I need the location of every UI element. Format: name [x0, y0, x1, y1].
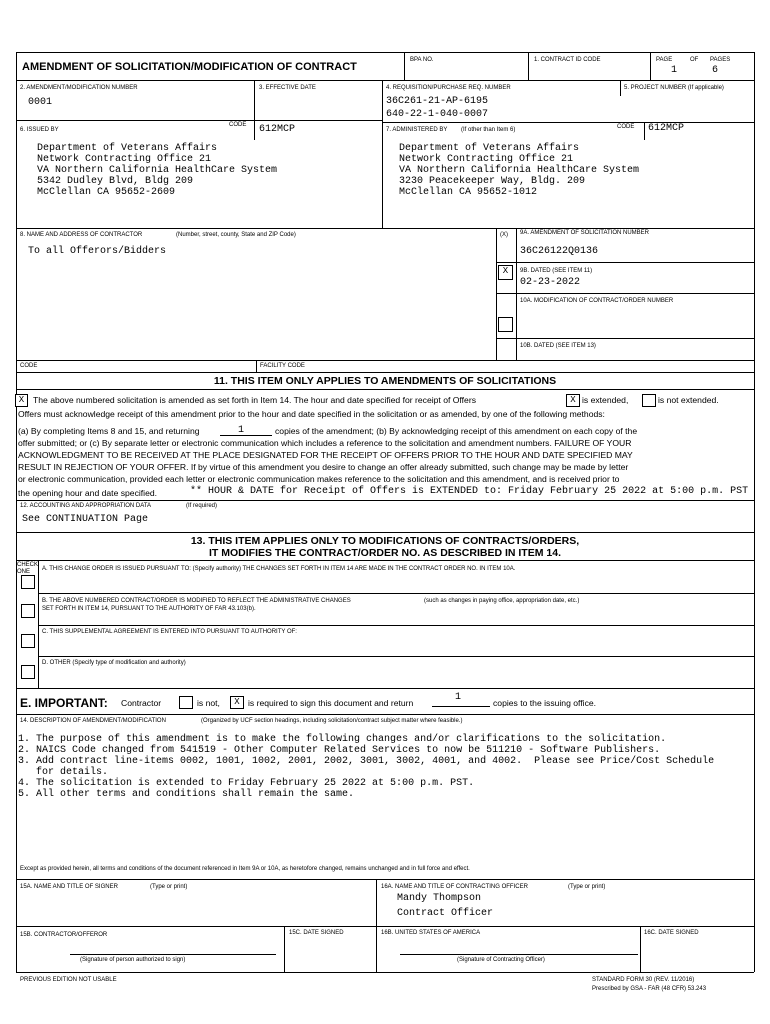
item13b-text-1: B. THE ABOVE NUMBERED CONTRACT/ORDER IS MODIFIED TO REFLECT THE ADMINISTRATIVE CHANGES [42, 598, 351, 604]
item10b-label: 10B. DATED (SEE ITEM 13) [520, 343, 596, 349]
administered-by-code: 612MCP [648, 123, 685, 134]
form-right-border [754, 52, 755, 972]
item15a-note: (Type or print) [150, 884, 188, 890]
form-left-border [16, 52, 17, 972]
requisition-number-1: 36C261-21-AP-6195 [386, 96, 489, 107]
rule [644, 122, 645, 140]
page-label: PAGE [656, 57, 673, 63]
administered-by-line-2: Network Contracting Office 21 [399, 154, 574, 165]
description-line-5: 4. The solicitation is extended to Friday February 25 2022 at 5:00 p.m. PST. [18, 778, 475, 789]
rule [16, 228, 754, 229]
check-one-label: CHECK ONE [17, 562, 39, 575]
form-top-border [16, 52, 754, 53]
item3-label: 3. EFFECTIVE DATE [259, 85, 316, 91]
rule [404, 52, 405, 80]
return-copies-underline [432, 706, 490, 707]
facility-code-label: FACILITY CODE [260, 363, 305, 369]
item11-para-b: copies of the amendment; (b) By acknowledging receipt of this amendment on each copy of the [275, 426, 638, 436]
item11-para-3: ACKNOWLEDGMENT TO BE RECEIVED AT THE PLACE DESIGNATED FOR THE RECEIPT OF OFFERS PRIOR TO THE HOUR AND DATE SPECIFIED MAY [18, 450, 633, 460]
solicitation-number: 36C26122Q0136 [520, 246, 599, 257]
issued-by-code: 612MCP [259, 124, 296, 135]
item6-code-label: CODE [229, 122, 247, 128]
rule [16, 372, 754, 373]
rule [16, 360, 754, 361]
rule [620, 80, 621, 96]
rule [38, 560, 39, 688]
form-title: AMENDMENT OF SOLICITATION/MODIFICATION OF CONTRACT [22, 61, 357, 73]
issued-by-line-1: Department of Veterans Affairs [37, 143, 218, 154]
page-number: 1 [671, 65, 678, 76]
item13a-checkbox[interactable] [21, 575, 35, 589]
item13-title-1: 13. THIS ITEM APPLIES ONLY TO MODIFICATIONS OF CONTRACTS/ORDERS, [190, 535, 580, 547]
item11-line2: Offers must acknowledge receipt of this amendment prior to the hour and date specified in the solicitation or as amended, by one of the following methods: [18, 409, 605, 419]
rule [16, 926, 754, 927]
pages-label: PAGES [710, 57, 731, 63]
item14-note: (Organized by UCF section headings, including solicitation/contract subject matter where feasible.) [201, 718, 463, 724]
item13c-text: C. THIS SUPPLEMENTAL AGREEMENT IS ENTERED INTO PURSUANT TO AUTHORITY OF: [42, 629, 297, 635]
signature-line [400, 954, 638, 955]
is-required-checkbox[interactable]: X [230, 696, 244, 709]
rule [16, 714, 754, 715]
issued-by-line-2: Network Contracting Office 21 [37, 154, 212, 165]
contracting-officer-name: Mandy Thompson [397, 893, 482, 904]
contractor-label: Contractor [121, 698, 162, 708]
not-extended-checkbox[interactable] [642, 394, 656, 407]
rule [640, 926, 641, 972]
item7-label: 7. ADMINISTERED BY [386, 127, 448, 133]
administered-by-line-5: McClellan CA 95652-1012 [399, 187, 538, 198]
requisition-number-2: 640-22-1-040-0007 [386, 109, 489, 120]
copies-underline [220, 435, 272, 436]
rule [254, 120, 255, 140]
extended-label: is extended, [582, 395, 629, 405]
rule [496, 262, 754, 263]
item8-note: (Number, street, county, State and ZIP Code) [176, 232, 296, 238]
required-text: is required to sign this document and return [248, 698, 414, 708]
item11-para-5: or electronic communication, provided each letter or electronic communication makes reference to the solicitation and this amendment, and is received prior to [18, 474, 620, 484]
item16a-note: (Type or print) [568, 884, 606, 890]
standard-form: STANDARD FORM 30 (REV. 11/2016) [592, 977, 695, 983]
item12-note: (If required) [186, 503, 218, 509]
item6-label: 6. ISSUED BY [20, 127, 59, 133]
item11-checkbox[interactable]: X [15, 394, 28, 407]
rule [16, 500, 754, 501]
signature-line [70, 954, 276, 955]
item11-copies: 1 [238, 425, 245, 436]
item13-title-2: IT MODIFIES THE CONTRACT/ORDER NO. AS DESCRIBED IN ITEM 14. [209, 547, 561, 559]
rule [496, 228, 497, 360]
rule [254, 80, 255, 120]
item11-line1: The above numbered solicitation is amended as set forth in Item 14. The hour and date specified for receipt of Offers [33, 395, 476, 405]
copies-text: copies to the issuing office. [493, 698, 597, 708]
code-label: CODE [20, 363, 38, 369]
rule [16, 120, 382, 121]
item13c-checkbox[interactable] [21, 634, 35, 648]
contract-id-label: 1. CONTRACT ID CODE [534, 57, 601, 63]
item10-checkbox[interactable] [498, 317, 513, 332]
item16a-label: 16A. NAME AND TITLE OF CONTRACTING OFFICER [381, 884, 528, 890]
rule [38, 593, 754, 594]
important-label: E. IMPORTANT: [20, 696, 108, 710]
previous-edition: PREVIOUS EDITION NOT USABLE [20, 977, 117, 983]
administered-by-line-4: 3230 Peacekeeper Way, Bldg. 209 [399, 176, 586, 187]
item14-label: 14. DESCRIPTION OF AMENDMENT/MODIFICATION [20, 718, 166, 724]
unchanged-terms-note: Except as provided herein, all terms and conditions of the document referenced in Item 9A or 10A, as heretofore changed, remains unchanged and in full force and effect. [20, 866, 470, 872]
rule [16, 80, 754, 81]
contractor-signature-caption: (Signature of person authorized to sign) [80, 957, 186, 963]
item11-title: 11. THIS ITEM ONLY APPLIES TO AMENDMENTS OF SOLICITATIONS [213, 375, 557, 387]
rule [516, 228, 517, 360]
administered-by-line-1: Department of Veterans Affairs [399, 143, 580, 154]
item16b-label: 16B. UNITED STATES OF AMERICA [381, 930, 481, 936]
total-pages: 6 [712, 65, 719, 76]
rule [650, 52, 651, 80]
issued-by-line-3: VA Northern California HealthCare System [37, 165, 278, 176]
item15a-label: 15A. NAME AND TITLE OF SIGNER [20, 884, 118, 890]
rule [16, 532, 754, 533]
item13d-checkbox[interactable] [21, 665, 35, 679]
item12-label: 12. ACCOUNTING AND APPROPRIATION DATA [20, 503, 152, 509]
rule [16, 879, 754, 880]
return-copies: 1 [455, 692, 462, 703]
rule [382, 80, 383, 228]
description-line-4: for details. [18, 767, 109, 778]
contractor-name: To all Offerors/Bidders [28, 246, 167, 257]
rule [16, 972, 754, 973]
extension-note: ** HOUR & DATE for Receipt of Offers is EXTENDED to: Friday February 25 2022 at 5:00 p.m. PST [190, 486, 749, 497]
rule [528, 52, 529, 80]
rule [256, 360, 257, 372]
rule [16, 389, 754, 390]
rule [496, 293, 754, 294]
item8-label: 8. NAME AND ADDRESS OF CONTRACTOR [20, 232, 143, 238]
of-label: OF [690, 57, 699, 63]
rule [16, 688, 754, 689]
description-line-3: 3. Add contract line-items 0002, 1001, 1002, 2001, 2002, 3001, 3002, 4001, and 4002. Please see Price/Cost Schedule [18, 756, 715, 767]
item5-label: 5. PROJECT NUMBER (If applicable) [624, 85, 724, 91]
rule [284, 926, 285, 972]
item13b-note: (such as changes in paying office, appropriation date, etc.) [424, 598, 580, 604]
item11-para-6: the opening hour and date specified. [18, 488, 158, 498]
item9-x-label: (X) [500, 232, 508, 238]
officer-signature-caption: (Signature of Contracting Officer) [457, 957, 545, 963]
item13d-text: D. OTHER (Specify type of modification and authority) [42, 660, 186, 666]
item13b-text-2: SET FORTH IN ITEM 14, PURSUANT TO THE AUTHORITY OF FAR 43.103(b). [42, 606, 256, 612]
rule [496, 338, 754, 339]
rule [38, 625, 754, 626]
item13b-checkbox[interactable] [21, 604, 35, 618]
item9b-label: 9B. DATED (SEE ITEM 11) [520, 268, 593, 274]
item16c-label: 16C. DATE SIGNED [644, 930, 699, 936]
item11-para-4: RESULT IN REJECTION OF YOUR OFFER. If by virtue of this amendment you desire to change an offer already submitted, such change may be made by letter [18, 462, 629, 472]
item15b-label: 15B. CONTRACTOR/OFFEROR [20, 932, 108, 938]
item15c-label: 15C. DATE SIGNED [289, 930, 344, 936]
not-extended-label: is not extended. [658, 395, 719, 405]
rule [38, 656, 754, 657]
contracting-officer-title: Contract Officer [397, 908, 494, 919]
solicitation-date: 02-23-2022 [520, 277, 581, 288]
item4-label: 4. REQUISITION/PURCHASE REQ. NUMBER [386, 85, 511, 91]
accounting-data: See CONTINUATION Page [22, 514, 149, 525]
item7-note: (If other than Item 6) [461, 127, 516, 133]
item2-label: 2. AMENDMENT/MODIFICATION NUMBER [20, 85, 138, 91]
rule [382, 122, 754, 123]
bpa-label: BPA NO. [410, 57, 434, 63]
rule [376, 879, 377, 972]
is-not-checkbox[interactable] [179, 696, 193, 709]
item7-code-label: CODE [617, 124, 635, 130]
administered-by-line-3: VA Northern California HealthCare System [399, 165, 640, 176]
rule [16, 560, 754, 561]
description-line-2: 2. NAICS Code changed from 541519 - Other Computer Related Services to now be 511210 - Software Publishers. [18, 745, 661, 756]
prescribed-by: Prescribed by GSA - FAR (48 CFR) 53.243 [592, 986, 707, 992]
description-line-1: 1. The purpose of this amendment is to make the following changes and/or clarifications to the solicitation. [18, 734, 667, 745]
is-not-label: is not, [197, 698, 220, 708]
item11-para-a: (a) By completing Items 8 and 15, and returning [18, 426, 200, 436]
item11-para-2: offer submitted; or (c) By separate letter or electronic communication which includes a reference to the solicitation and amendment numbers. FAILURE OF YOUR [18, 438, 632, 448]
amendment-number: 0001 [28, 97, 53, 108]
item10a-label: 10A. MODIFICATION OF CONTRACT/ORDER NUMBER [520, 298, 674, 304]
issued-by-line-5: McClellan CA 95652-2609 [37, 187, 176, 198]
extended-checkbox[interactable]: X [566, 394, 580, 407]
item9a-label: 9A. AMENDMENT OF SOLICITATION NUMBER [520, 230, 650, 236]
item9b-checkbox[interactable]: X [498, 265, 513, 280]
issued-by-line-4: 5342 Dudley Blvd, Bldg 209 [37, 176, 194, 187]
description-line-6: 5. All other terms and conditions shall remain the same. [18, 789, 355, 800]
item13a-text: A. THIS CHANGE ORDER IS ISSUED PURSUANT TO: (Specify authority) THE CHANGES SET FORTH IN ITEM 14 ARE MADE IN THE CONTRACT ORDER NO. IN ITEM 10A. [42, 566, 516, 572]
